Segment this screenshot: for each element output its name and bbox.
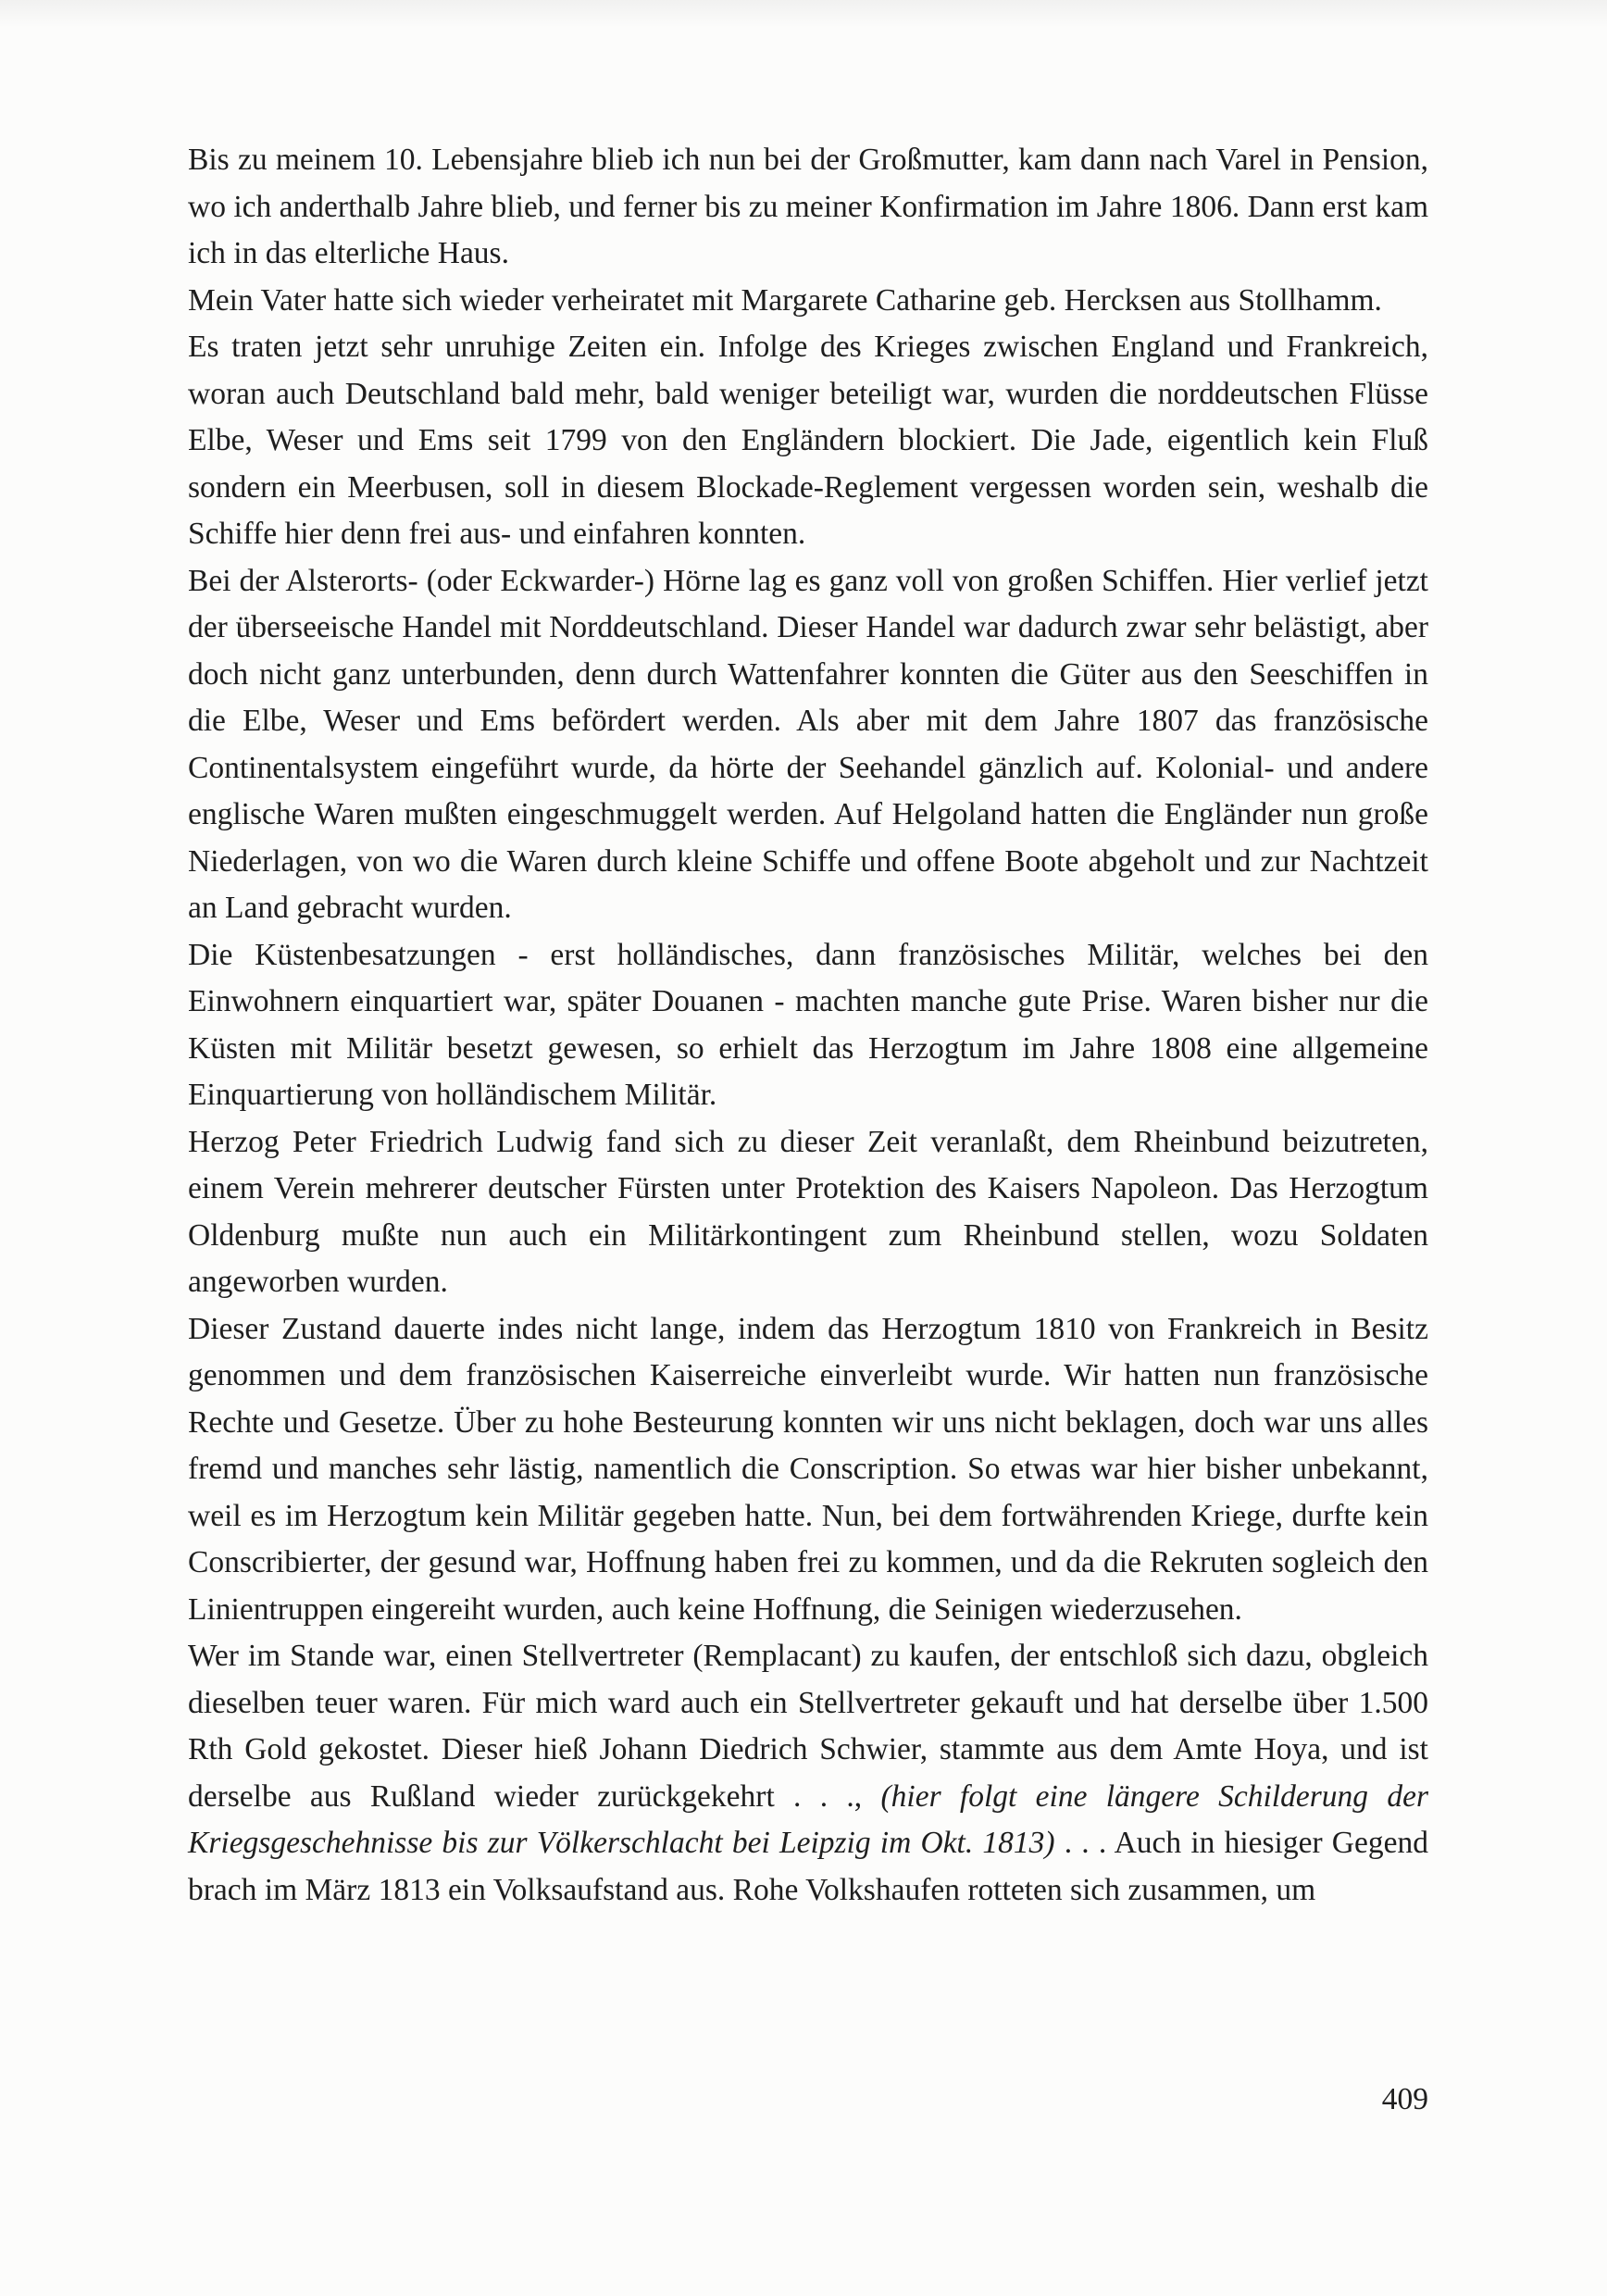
page-number: 409 xyxy=(1381,2082,1428,2116)
paragraph-4: Bei der Alsterorts- (oder Eckwarder-) Hörne lag es ganz voll von großen Schiffen. Hier verlief jetzt der überseeische Handel mit Norddeutschland. Dieser Handel war dadurch zwar sehr belästigt, aber doch nicht ganz unterbunden, denn durch Wattenfahrer konnten die Güter aus den Seeschiffen in die Elbe, Weser und Ems befördert werden. Als aber mit dem Jahre 1807 das französische Continentalsystem eingeführt wurde, da hörte der Seehandel gänzlich auf. Kolonial- und andere englische Waren mußten eingeschmuggelt werden. Auf Helgoland hatten die Engländer nun große Niederlagen, von wo die Waren durch kleine Schiffe und offene Boote abgeholt und zur Nachtzeit an Land gebracht wurden. xyxy=(188,563,1428,925)
paragraph-1: Bis zu meinem 10. Lebensjahre blieb ich nun bei der Großmutter, kam dann nach Varel in Pension, wo ich anderthalb Jahre blieb, und ferner bis zu meiner Konfirmation im Jahre 1806. Dann erst kam ich in das elterliche Haus. xyxy=(188,143,1428,270)
scan-edge-shadow xyxy=(0,0,1607,28)
paragraph-7: Dieser Zustand dauerte indes nicht lange, indem das Herzogtum 1810 von Frankreich in Besitz genommen und dem französischen Kaiserreiche einverleibt wurde. Wir hatten nun französische Rechte und Gesetze. Über zu hohe Besteurung konnten wir uns nicht beklagen, doch war uns alles fremd und manches sehr lästig, namentlich die Conscription. So etwas war hier bisher unbekannt, weil es im Herzogtum kein Militär gegeben hatte. Nun, bei dem fortwährenden Kriege, durfte kein Conscribierter, der gesund war, Hoffnung haben frei zu kommen, und da die Rekruten sogleich den Linientruppen eingereiht wurden, auch keine Hoffnung, die Seinigen wiederzusehen. xyxy=(188,1311,1428,1627)
paragraph-8-text-start: Wer im Stande war, einen Stellvertreter (Remplacant) zu kaufen, der entschloß sich dazu, obgleich dieselben teuer waren. Für mich ward auch ein Stellvertreter gekauft und hat derselbe über 1.500 Rth Gold gekostet. Dieser hieß Johann Diedrich Schwier, stammte aus dem Amte Hoya, und ist derselbe aus Rußland wieder zurückgekehrt . . ., xyxy=(188,1639,1428,1814)
paragraph-8-text-end: . . . Auch in hiesiger Gegend brach im März 1813 ein Volksaufstand aus. Rohe Volkshaufen rotteten sich zusammen, um xyxy=(188,1826,1428,1907)
paragraph-5: Die Küstenbesatzungen - erst holländisches, dann französisches Militär, welches bei den Einwohnern einquartiert war, später Douanen - machten manche gute Prise. Waren bisher nur die Küsten mit Militär besetzt gewesen, so erhielt das Herzogtum im Jahre 1808 eine allgemeine Einquartierung von holländischem Militär. xyxy=(188,937,1428,1112)
paragraph-2: Mein Vater hatte sich wieder verheiratet mit Margarete Catharine geb. Hercksen aus Stollhamm. xyxy=(188,282,1382,318)
paragraph-6: Herzog Peter Friedrich Ludwig fand sich zu dieser Zeit veranlaßt, dem Rheinbund beizutreten, einem Verein mehrerer deutscher Fürsten unter Protektion des Kaisers Napoleon. Das Herzogtum Oldenburg mußte nun auch ein Militärkontingent zum Rheinbund stellen, wozu Soldaten angeworben wurden. xyxy=(188,1124,1428,1299)
paragraph-3: Es traten jetzt sehr unruhige Zeiten ein. Infolge des Krieges zwischen England und Frankreich, woran auch Deutschland bald mehr, bald weniger beteiligt war, wurden die norddeutschen Flüsse Elbe, Weser und Ems seit 1799 von den Engländern blockiert. Die Jade, eigentlich kein Fluß sondern ein Meerbusen, soll in diesem Blockade-Reglement vergessen worden sein, weshalb die Schiffe hier denn frei aus- und einfahren konnten. xyxy=(188,330,1428,551)
paragraph-8 xyxy=(188,1633,1428,1914)
editorial-note: (hier folgt eine längere Schilderung der Kriegsgeschehnisse bis zur Völkerschlacht bei Leipzig im Okt. 1813) xyxy=(188,1778,1428,1860)
body-text xyxy=(188,137,1428,1914)
